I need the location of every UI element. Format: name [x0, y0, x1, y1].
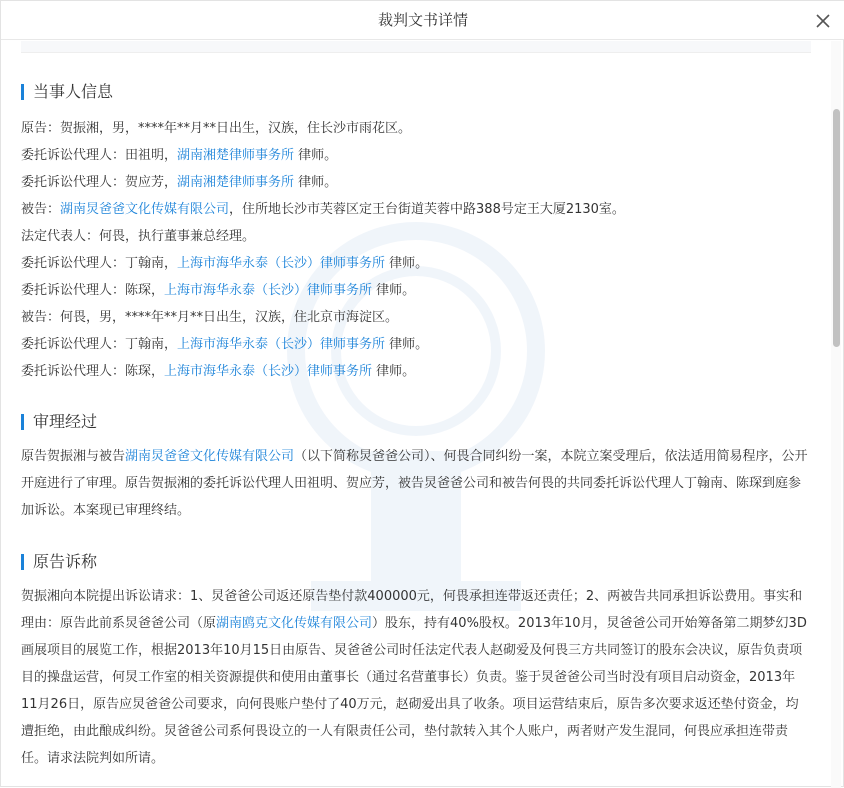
party-text: 原告：贺振湘，男，****年**月**日出生，汉族，住长沙市雨花区。 [21, 121, 412, 136]
party-text: 委托诉讼代理人：丁翰南， [21, 256, 178, 271]
section-title-claims: 原告诉称 [21, 552, 97, 572]
law-firm-link[interactable]: 湖南湘楚律师事务所 [177, 175, 295, 190]
party-line [21, 254, 428, 274]
company-link[interactable]: 湖南鸥克文化传媒有限公司 [216, 616, 373, 631]
party-line [21, 227, 255, 247]
process-paragraph [21, 443, 811, 524]
paragraph-text: 贺振湘向本院提出诉讼请求：1、炅爸爸公司返还原告垫付款400000元，何畏承担连带返还责任；2、两被告共同承担诉讼费用。事实和理由：原告此前系炅爸爸公司（原 [21, 589, 803, 631]
paragraph-text: ）股东，持有40%股权。2013年10月，炅爸爸公司开始筹备第二期梦幻3D画展项目的展览工作，根据2013年10月15日由原告、炅爸爸公司时任法定代表人赵砌爱及何畏三方共同签订的股东会决议，原告负责项目的操盘运营，何炅工作室的相关资源提供和使用由董事长（通过名营董事长）负责。鉴于炅爸爸公司当时没有项目启动资金，2013年11月26日，原告应炅爸爸公司要求，向何畏账户垫付了40万元，赵砌爱出具了收条。项目运营结束后，原告多次要求返还垫付资金，均遭拒绝，由此酿成纠纷。炅爸爸公司系何畏设立的一人有限责任公司，垫付款转入其个人账户，两者财产发生混同，何畏应承担连带责任。请求法院判如所请。 [21, 616, 807, 766]
party-line [21, 362, 415, 382]
party-line [21, 173, 337, 193]
summary-band [21, 41, 811, 53]
party-text: 委托诉讼代理人：陈琛， [21, 283, 165, 298]
section-title-parties: 当事人信息 [21, 82, 113, 102]
party-text: 委托诉讼代理人：陈琛， [21, 364, 165, 379]
party-text: 委托诉讼代理人：丁翰南， [21, 337, 178, 352]
party-line [21, 308, 398, 328]
company-link[interactable]: 湖南炅爸爸文化传媒有限公司 [125, 449, 295, 464]
party-text: 律师。 [376, 283, 416, 298]
party-text: 被告：何畏，男，****年**月**日出生，汉族，住北京市海淀区。 [21, 310, 399, 325]
party-text: 律师。 [376, 364, 416, 379]
section-title-process: 审理经过 [21, 412, 97, 432]
law-firm-link[interactable]: 上海市海华永泰（长沙）律师事务所 [164, 364, 373, 379]
party-text: 律师。 [389, 337, 429, 352]
document-body[interactable] [1, 41, 844, 788]
law-firm-link[interactable]: 湖南湘楚律师事务所 [177, 148, 295, 163]
party-line [21, 119, 411, 139]
paragraph-text: 原告贺振湘与被告 [21, 449, 126, 464]
law-firm-link[interactable]: 上海市海华永泰（长沙）律师事务所 [177, 337, 386, 352]
party-text: 委托诉讼代理人：田祖明， [21, 148, 178, 163]
law-firm-link[interactable]: 上海市海华永泰（长沙）律师事务所 [164, 283, 373, 298]
dialog-header [1, 1, 844, 40]
company-link[interactable]: 湖南炅爸爸文化传媒有限公司 [60, 202, 230, 217]
party-text: 律师。 [298, 175, 338, 190]
party-line [21, 281, 415, 301]
party-line [21, 335, 428, 355]
party-text: 被告： [21, 202, 61, 217]
party-line [21, 146, 337, 166]
party-text: 法定代表人：何畏，执行董事兼总经理。 [21, 229, 256, 244]
law-firm-link[interactable]: 上海市海华永泰（长沙）律师事务所 [177, 256, 386, 271]
party-text: 委托诉讼代理人：贺应芳， [21, 175, 178, 190]
claims-paragraph [21, 583, 811, 772]
close-icon[interactable] [813, 11, 833, 31]
party-text: 律师。 [298, 148, 338, 163]
party-text: 律师。 [389, 256, 429, 271]
paragraph-text: （以下简称炅爸爸公司）、何畏合同纠纷一案，本院立案受理后，依法适用简易程序，公开开庭进行了审理。原告贺振湘的委托诉讼代理人田祖明、贺应芳，被告炅爸爸公司和被告何畏的共同委托诉讼代理人丁翰南、陈琛到庭参加诉讼。本案现已审理终结。 [21, 449, 808, 518]
party-line [21, 200, 625, 220]
party-text: ，住所地长沙市芙蓉区定王台街道芙蓉中路388号定王大厦2130室。 [229, 202, 625, 217]
scrollbar-thumb[interactable] [833, 109, 840, 347]
dialog-title: 裁判文书详情 [377, 11, 468, 29]
